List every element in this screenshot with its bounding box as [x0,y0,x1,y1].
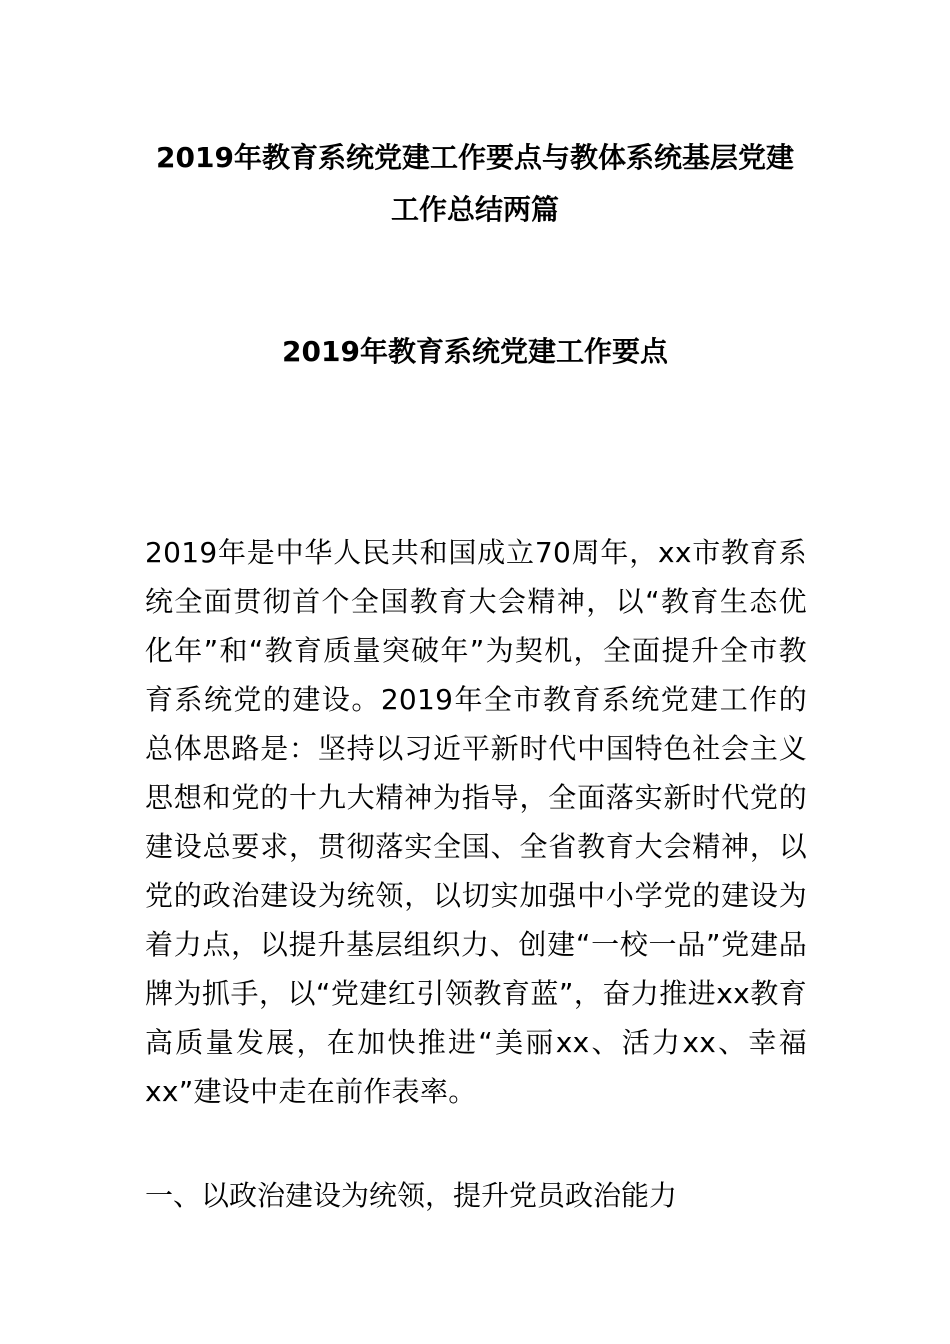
document-title: 2019年教育系统党建工作要点与教体系统基层党建工作总结两篇 [156,141,794,226]
document-subtitle: 2019年教育系统党建工作要点 [282,335,668,368]
section-heading: 一、以政治建设为统领，提升党员政治能力 [145,1179,678,1212]
body-paragraph: 2019年是中华人民共和国成立70周年，xx市教育系统全面贯彻首个全国教育大会精神，以“教育生态优化年”和“教育质量突破年”为契机，全面提升全市教育系统党的建设。2019年全市教育系统党建工作的总体思路是：坚持以习近平新时代中国特色社会主义思想和党的十九大精神为指导，全面落实新时代党的建设总要求，贯彻落实全国、全省教育大会精神，以党的政治建设为统领，以切实加强中小学党的建设为着力点，以提升基层组织力、创建“一校一品”党建品牌为抓手，以“党建红引领教育蓝”，奋力推进xx教育高质量发展，在加快推进“美丽xx、活力xx、幸福xx”建设中走在前作表率。 [145,536,807,1108]
